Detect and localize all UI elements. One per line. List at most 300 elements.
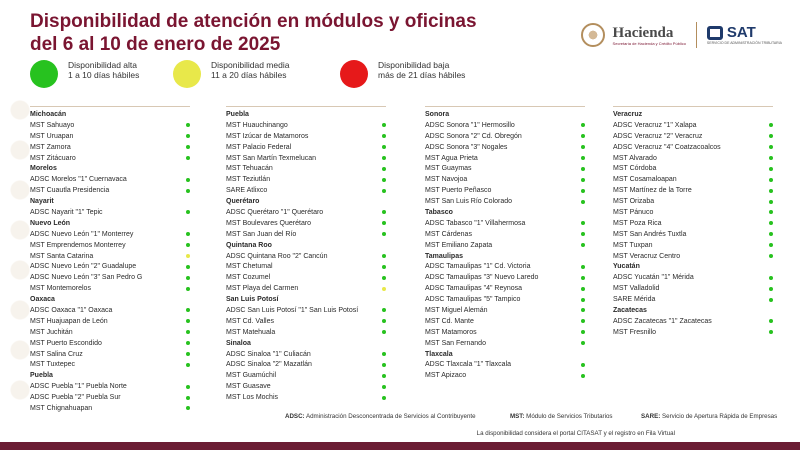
office-row bbox=[30, 207, 190, 218]
office-row bbox=[30, 283, 190, 294]
office-row bbox=[30, 327, 190, 338]
availability-dot-icon bbox=[382, 265, 386, 269]
office-row bbox=[613, 207, 773, 218]
state-name: Oaxaca bbox=[30, 296, 55, 304]
office-name: ADSC Yucatán "1" Mérida bbox=[613, 274, 694, 282]
office-name: ADSC Veracruz "2" Veracruz bbox=[613, 132, 703, 140]
office-row bbox=[226, 218, 386, 229]
office-name: MST Puerto Escondido bbox=[30, 339, 102, 347]
office-row bbox=[425, 327, 585, 338]
state-name: Sonora bbox=[425, 110, 450, 118]
office-row bbox=[30, 349, 190, 360]
column-divider bbox=[30, 106, 190, 107]
office-name: MST Apizaco bbox=[425, 372, 467, 380]
availability-dot-icon bbox=[186, 134, 190, 138]
office-row bbox=[613, 272, 773, 283]
office-row bbox=[425, 261, 585, 272]
state-name: San Luis Potosí bbox=[226, 296, 279, 304]
availability-dot-icon bbox=[769, 319, 773, 323]
office-row bbox=[226, 153, 386, 164]
availability-dot-icon bbox=[186, 232, 190, 236]
office-name: SARE Mérida bbox=[613, 296, 656, 304]
office-name: ADSC Tamaulipas "4" Reynosa bbox=[425, 285, 523, 293]
office-row bbox=[30, 229, 190, 240]
office-row bbox=[425, 120, 585, 131]
office-name: MST San Martín Texmelucan bbox=[226, 154, 317, 162]
office-row bbox=[30, 174, 190, 185]
office-row bbox=[226, 327, 386, 338]
availability-dot-icon bbox=[581, 287, 585, 291]
availability-dot-icon bbox=[186, 341, 190, 345]
office-row bbox=[425, 229, 585, 240]
office-name: ADSC Tabasco "1" Villahermosa bbox=[425, 219, 526, 227]
column-divider bbox=[226, 106, 386, 107]
state-header bbox=[30, 196, 190, 207]
office-row bbox=[226, 359, 386, 370]
office-name: MST Los Mochis bbox=[226, 394, 278, 402]
office-row bbox=[613, 196, 773, 207]
office-name: MST Zamora bbox=[30, 143, 71, 151]
office-row bbox=[226, 163, 386, 174]
office-name: MST Izúcar de Matamoros bbox=[226, 132, 309, 140]
availability-dot-icon bbox=[581, 298, 585, 302]
availability-dot-icon bbox=[186, 308, 190, 312]
office-name: ADSC Tamaulipas "3" Nuevo Laredo bbox=[425, 274, 539, 282]
office-name: MST Palacio Federal bbox=[226, 143, 292, 151]
availability-dot-icon bbox=[186, 210, 190, 214]
availability-dot-icon bbox=[186, 243, 190, 247]
state-header bbox=[30, 370, 190, 381]
availability-dot-icon bbox=[382, 385, 386, 389]
availability-dot-icon bbox=[186, 189, 190, 193]
office-name: ADSC Quintana Roo "2" Cancún bbox=[226, 252, 328, 260]
office-row bbox=[226, 272, 386, 283]
office-name: MST San Luis Río Colorado bbox=[425, 198, 513, 206]
availability-dot-icon bbox=[186, 145, 190, 149]
availability-dot-icon bbox=[382, 308, 386, 312]
office-name: ADSC Oaxaca "1" Oaxaca bbox=[30, 306, 113, 314]
office-name: MST Cozumel bbox=[226, 274, 271, 282]
office-name: ADSC Tlaxcala "1" Tlaxcala bbox=[425, 361, 512, 369]
office-row bbox=[30, 142, 190, 153]
sat-logo-name: SAT bbox=[726, 23, 756, 41]
availability-dot-icon bbox=[382, 254, 386, 258]
office-row bbox=[613, 185, 773, 196]
office-row bbox=[30, 305, 190, 316]
office-name: MST Poza Rica bbox=[613, 219, 662, 227]
footer-bar bbox=[0, 442, 800, 450]
availability-dot-icon bbox=[769, 298, 773, 302]
office-row bbox=[226, 261, 386, 272]
state-name: Quintana Roo bbox=[226, 241, 272, 249]
availability-dot-icon bbox=[769, 167, 773, 171]
title-line-2: del 6 al 10 de enero de 2025 bbox=[30, 34, 281, 55]
availability-dot-icon bbox=[769, 243, 773, 247]
office-row bbox=[425, 174, 585, 185]
office-name: ADSC Tamaulipas "5" Tampico bbox=[425, 296, 521, 304]
state-header bbox=[226, 338, 386, 349]
state-name: Querétaro bbox=[226, 198, 260, 206]
availability-dot-icon bbox=[186, 178, 190, 182]
availability-dot-icon bbox=[769, 145, 773, 149]
office-row bbox=[425, 218, 585, 229]
availability-dot-icon bbox=[382, 363, 386, 367]
office-row bbox=[425, 163, 585, 174]
availability-dot-icon bbox=[581, 189, 585, 193]
availability-dot-icon bbox=[581, 178, 585, 182]
definition-adsc: ADSC: Administración Desconcentrada de Servicios al Contribuyente bbox=[285, 413, 476, 420]
state-header bbox=[30, 163, 190, 174]
title-line-1: Disponibilidad de atención en módulos y oficinas bbox=[30, 11, 477, 32]
office-name: ADSC Morelos "1" Cuernavaca bbox=[30, 176, 127, 184]
office-row bbox=[226, 120, 386, 131]
office-name: MST Guasave bbox=[226, 383, 271, 391]
office-row bbox=[226, 349, 386, 360]
hacienda-seal-icon bbox=[581, 23, 605, 47]
state-header bbox=[30, 294, 190, 305]
office-name: ADSC Sonora "3" Nogales bbox=[425, 143, 508, 151]
availability-dot-icon bbox=[382, 232, 386, 236]
availability-dot-icon bbox=[382, 287, 386, 291]
availability-dot-icon bbox=[382, 134, 386, 138]
page-title bbox=[30, 10, 477, 56]
office-column-3 bbox=[425, 106, 585, 381]
office-column-1 bbox=[30, 106, 190, 414]
office-row bbox=[30, 251, 190, 262]
office-row bbox=[613, 327, 773, 338]
availability-dot-icon bbox=[581, 145, 585, 149]
state-name: Sinaloa bbox=[226, 339, 251, 347]
state-name: Veracruz bbox=[613, 110, 643, 118]
office-name: MST Veracruz Centro bbox=[613, 252, 681, 260]
availability-dot-icon bbox=[581, 134, 585, 138]
office-row bbox=[30, 261, 190, 272]
office-name: MST Cosamaloapan bbox=[613, 176, 677, 184]
office-row bbox=[30, 381, 190, 392]
availability-dot-icon bbox=[769, 276, 773, 280]
office-row bbox=[226, 142, 386, 153]
office-row bbox=[226, 131, 386, 142]
office-row bbox=[425, 359, 585, 370]
state-header bbox=[613, 261, 773, 272]
availability-dot-icon bbox=[581, 363, 585, 367]
office-row bbox=[226, 381, 386, 392]
availability-dot-icon bbox=[581, 374, 585, 378]
office-row bbox=[30, 403, 190, 414]
state-header bbox=[425, 251, 585, 262]
availability-dot-icon bbox=[769, 178, 773, 182]
office-name: ADSC Veracruz "4" Coatzacoalcos bbox=[613, 143, 721, 151]
logo-divider bbox=[696, 22, 697, 48]
logos bbox=[581, 22, 782, 48]
availability-dot-icon bbox=[186, 254, 190, 258]
legend-high-title: Disponibilidad alta bbox=[68, 60, 137, 70]
office-row bbox=[425, 283, 585, 294]
legend-medium-range: 11 a 20 días hábiles bbox=[211, 70, 287, 80]
office-name: MST Orizaba bbox=[613, 198, 655, 206]
office-name: MST Emprendemos Monterrey bbox=[30, 241, 126, 249]
office-name: ADSC Tamaulipas "1" Cd. Victoria bbox=[425, 263, 531, 271]
office-row bbox=[226, 392, 386, 403]
definition-sare: SARE: Servicio de Apertura Rápida de Empresas bbox=[641, 413, 778, 420]
office-name: ADSC Sonora "1" Hermosillo bbox=[425, 121, 515, 129]
office-row bbox=[425, 131, 585, 142]
office-name: ADSC Nuevo León "1" Monterrey bbox=[30, 230, 134, 238]
green-dot-icon bbox=[30, 60, 58, 88]
office-name: MST San Fernando bbox=[425, 339, 486, 347]
state-name: Tabasco bbox=[425, 208, 453, 216]
office-name: ADSC Sinaloa "1" Culiacán bbox=[226, 350, 311, 358]
availability-dot-icon bbox=[186, 396, 190, 400]
availability-dot-icon bbox=[382, 167, 386, 171]
availability-dot-icon bbox=[186, 330, 190, 334]
availability-dot-icon bbox=[769, 287, 773, 291]
state-header bbox=[425, 207, 585, 218]
state-name: Tamaulipas bbox=[425, 252, 463, 260]
office-row bbox=[226, 185, 386, 196]
availability-dot-icon bbox=[581, 221, 585, 225]
availability-dot-icon bbox=[382, 123, 386, 127]
office-name: ADSC Veracruz "1" Xalapa bbox=[613, 121, 697, 129]
availability-dot-icon bbox=[186, 276, 190, 280]
availability-dot-icon bbox=[382, 156, 386, 160]
availability-dot-icon bbox=[581, 243, 585, 247]
office-name: MST Montemorelos bbox=[30, 285, 91, 293]
office-row bbox=[226, 174, 386, 185]
sat-logo-icon bbox=[707, 26, 723, 40]
office-row bbox=[613, 153, 773, 164]
office-row bbox=[613, 316, 773, 327]
availability-dot-icon bbox=[186, 123, 190, 127]
office-name: MST Guamúchil bbox=[226, 372, 277, 380]
office-name: MST Boulevares Querétaro bbox=[226, 219, 312, 227]
office-name: MST Cd. Valles bbox=[226, 317, 274, 325]
office-row bbox=[613, 229, 773, 240]
availability-dot-icon bbox=[186, 287, 190, 291]
office-row bbox=[425, 370, 585, 381]
office-name: ADSC Zacatecas "1" Zacatecas bbox=[613, 317, 712, 325]
availability-dot-icon bbox=[769, 156, 773, 160]
state-header bbox=[30, 218, 190, 229]
availability-dot-icon bbox=[581, 308, 585, 312]
office-name: MST Martínez de la Torre bbox=[613, 187, 692, 195]
yellow-dot-icon bbox=[173, 60, 201, 88]
office-row bbox=[30, 338, 190, 349]
office-name: MST Fresnillo bbox=[613, 328, 657, 336]
office-row bbox=[613, 163, 773, 174]
office-row bbox=[30, 131, 190, 142]
office-name: MST Chignahuapan bbox=[30, 404, 93, 412]
state-header bbox=[613, 305, 773, 316]
office-name: MST Matehuala bbox=[226, 328, 276, 336]
office-name: SARE Atlixco bbox=[226, 187, 268, 195]
office-row bbox=[613, 218, 773, 229]
availability-dot-icon bbox=[769, 210, 773, 214]
availability-dot-icon bbox=[769, 123, 773, 127]
state-name: Zacatecas bbox=[613, 306, 647, 314]
office-name: MST Uruapan bbox=[30, 132, 74, 140]
office-column-2 bbox=[226, 106, 386, 403]
office-row bbox=[425, 153, 585, 164]
availability-dot-icon bbox=[186, 385, 190, 389]
availability-dot-icon bbox=[769, 200, 773, 204]
office-name: MST Tuxtepec bbox=[30, 361, 76, 369]
availability-dot-icon bbox=[581, 276, 585, 280]
legend-low-range: más de 21 días hábiles bbox=[378, 70, 466, 80]
legend-high-range: 1 a 10 días hábiles bbox=[68, 70, 140, 80]
office-name: MST Tehuacán bbox=[226, 165, 273, 173]
office-row bbox=[425, 196, 585, 207]
office-name: MST Emiliano Zapata bbox=[425, 241, 493, 249]
office-row bbox=[30, 185, 190, 196]
office-name: MST Salina Cruz bbox=[30, 350, 83, 358]
availability-dot-icon bbox=[382, 189, 386, 193]
availability-dot-icon bbox=[382, 210, 386, 214]
state-name: Michoacán bbox=[30, 110, 67, 118]
office-name: ADSC Querétaro "1" Querétaro bbox=[226, 208, 324, 216]
office-name: MST Sahuayo bbox=[30, 121, 75, 129]
red-dot-icon bbox=[340, 60, 368, 88]
office-row bbox=[613, 142, 773, 153]
availability-dot-icon bbox=[581, 200, 585, 204]
office-row bbox=[425, 294, 585, 305]
office-name: ADSC Nayarit "1" Tepic bbox=[30, 208, 103, 216]
office-name: ADSC San Luis Potosí "1" San Luis Potosí bbox=[226, 306, 359, 314]
state-name: Nuevo León bbox=[30, 219, 71, 227]
office-row bbox=[30, 272, 190, 283]
state-header bbox=[425, 109, 585, 120]
availability-dot-icon bbox=[186, 319, 190, 323]
availability-dot-icon bbox=[382, 221, 386, 225]
office-row bbox=[226, 370, 386, 381]
office-name: MST San Andrés Tuxtla bbox=[613, 230, 687, 238]
availability-dot-icon bbox=[382, 396, 386, 400]
availability-dot-icon bbox=[581, 156, 585, 160]
state-header bbox=[226, 294, 386, 305]
office-row bbox=[613, 283, 773, 294]
office-row bbox=[425, 185, 585, 196]
availability-dot-icon bbox=[382, 276, 386, 280]
office-row bbox=[425, 142, 585, 153]
office-name: ADSC Sinaloa "2" Mazatlán bbox=[226, 361, 312, 369]
office-name: MST Tuxpan bbox=[613, 241, 653, 249]
office-row bbox=[30, 240, 190, 251]
state-name: Morelos bbox=[30, 165, 57, 173]
availability-dot-icon bbox=[581, 330, 585, 334]
office-name: MST Pánuco bbox=[613, 208, 654, 216]
office-row bbox=[226, 283, 386, 294]
state-header bbox=[425, 349, 585, 360]
office-row bbox=[425, 338, 585, 349]
office-name: MST Cuautla Presidencia bbox=[30, 187, 110, 195]
office-name: MST Huajuapan de León bbox=[30, 317, 108, 325]
availability-dot-icon bbox=[186, 265, 190, 269]
office-name: MST Alvarado bbox=[613, 154, 657, 162]
office-row bbox=[226, 251, 386, 262]
office-row bbox=[30, 392, 190, 403]
office-row bbox=[425, 316, 585, 327]
office-row bbox=[425, 305, 585, 316]
availability-dot-icon bbox=[382, 330, 386, 334]
availability-dot-icon bbox=[769, 330, 773, 334]
office-name: ADSC Nuevo León "3" San Pedro G bbox=[30, 274, 143, 282]
legend-low bbox=[340, 60, 465, 88]
office-name: MST Huauchinango bbox=[226, 121, 288, 129]
state-header bbox=[226, 240, 386, 251]
availability-dot-icon bbox=[186, 352, 190, 356]
office-name: MST Agua Prieta bbox=[425, 154, 478, 162]
office-name: MST Teziutlán bbox=[226, 176, 271, 184]
availability-dot-icon bbox=[769, 134, 773, 138]
office-row bbox=[226, 305, 386, 316]
availability-dot-icon bbox=[769, 189, 773, 193]
office-name: ADSC Nuevo León "2" Guadalupe bbox=[30, 263, 137, 271]
office-row bbox=[613, 294, 773, 305]
availability-dot-icon bbox=[769, 221, 773, 225]
office-name: MST Puerto Peñasco bbox=[425, 187, 492, 195]
state-header bbox=[613, 109, 773, 120]
office-row bbox=[30, 359, 190, 370]
office-row bbox=[425, 240, 585, 251]
definition-mst: MST: Módulo de Servicios Tributarios bbox=[510, 413, 613, 420]
state-name: Tlaxcala bbox=[425, 350, 453, 358]
office-row bbox=[613, 131, 773, 142]
office-row bbox=[30, 120, 190, 131]
office-row bbox=[613, 174, 773, 185]
hacienda-logo-subtitle: Secretaría de Hacienda y Crédito Público bbox=[612, 40, 686, 46]
office-name: MST Zitácuaro bbox=[30, 154, 76, 162]
office-name: ADSC Puebla "1" Puebla Norte bbox=[30, 383, 127, 391]
office-name: MST Santa Catarina bbox=[30, 252, 94, 260]
availability-dot-icon bbox=[581, 319, 585, 323]
office-name: ADSC Sonora "2" Cd. Obregón bbox=[425, 132, 522, 140]
state-name: Puebla bbox=[226, 110, 249, 118]
office-column-4 bbox=[613, 106, 773, 338]
office-row bbox=[613, 251, 773, 262]
state-header bbox=[30, 109, 190, 120]
office-name: MST Playa del Carmen bbox=[226, 285, 299, 293]
office-name: ADSC Puebla "2" Puebla Sur bbox=[30, 394, 121, 402]
legend-medium bbox=[173, 60, 289, 88]
state-name: Puebla bbox=[30, 372, 53, 380]
office-name: MST Miguel Alemán bbox=[425, 306, 488, 314]
availability-dot-icon bbox=[581, 341, 585, 345]
office-row bbox=[613, 240, 773, 251]
office-name: MST San Juan del Río bbox=[226, 230, 297, 238]
office-row bbox=[613, 120, 773, 131]
availability-dot-icon bbox=[581, 265, 585, 269]
availability-dot-icon bbox=[382, 145, 386, 149]
office-row bbox=[226, 207, 386, 218]
office-name: MST Juchitán bbox=[30, 328, 73, 336]
availability-dot-icon bbox=[769, 232, 773, 236]
hacienda-logo-name: Hacienda bbox=[612, 24, 674, 41]
legend-low-title: Disponibilidad baja bbox=[378, 60, 450, 70]
availability-dot-icon bbox=[581, 123, 585, 127]
state-name: Yucatán bbox=[613, 263, 640, 271]
availability-note: La disponibilidad considera el portal CITASAT y el registro en Fila Virtual bbox=[476, 430, 675, 437]
office-row bbox=[30, 316, 190, 327]
office-name: MST Matamoros bbox=[425, 328, 477, 336]
availability-dot-icon bbox=[382, 178, 386, 182]
legend-high bbox=[30, 60, 139, 88]
state-name: Nayarit bbox=[30, 198, 54, 206]
availability-dot-icon bbox=[382, 319, 386, 323]
state-header bbox=[226, 109, 386, 120]
office-name: MST Córdoba bbox=[613, 165, 657, 173]
availability-dot-icon bbox=[382, 374, 386, 378]
availability-dot-icon bbox=[186, 156, 190, 160]
